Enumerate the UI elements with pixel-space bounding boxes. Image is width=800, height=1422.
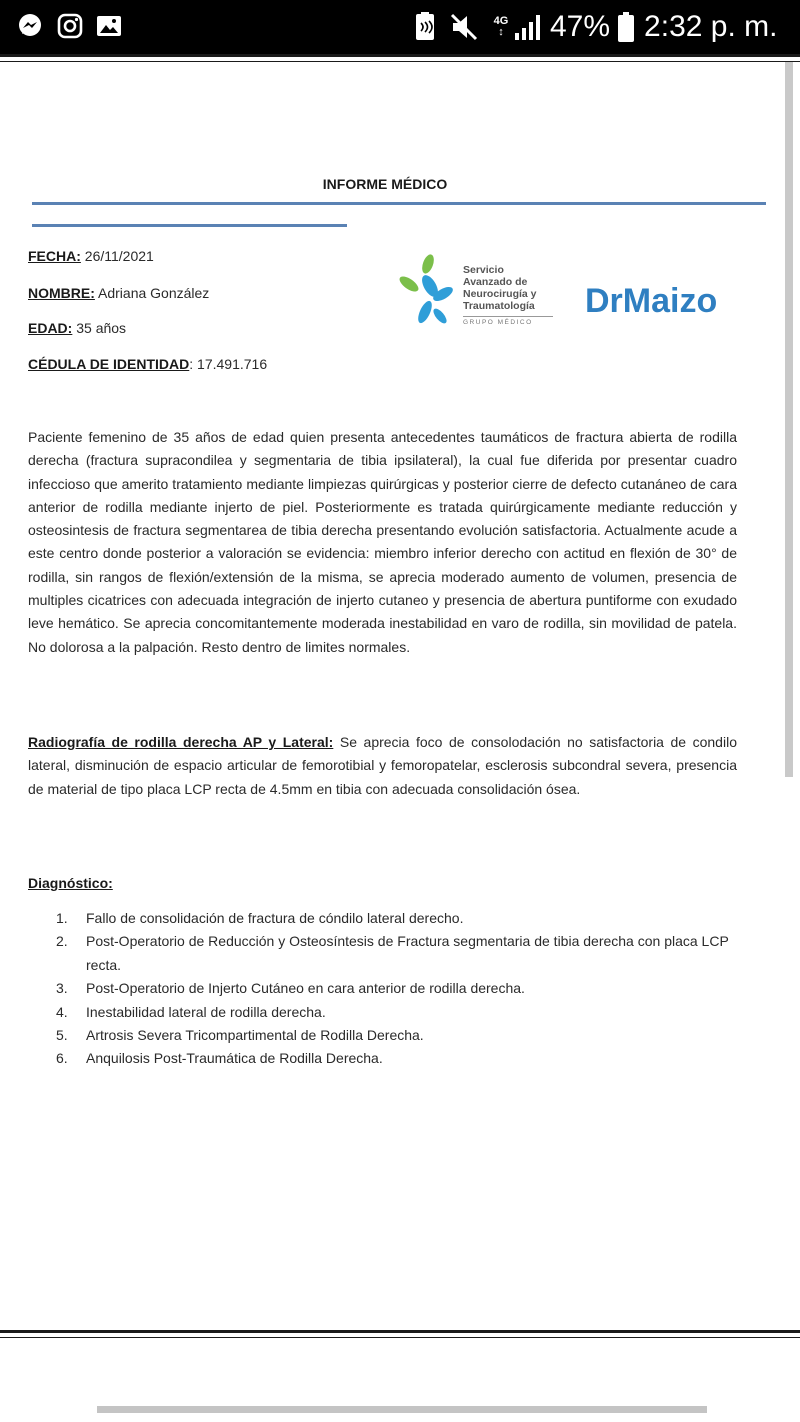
paragraph-radiography [28, 731, 737, 801]
diagnosis-list [56, 907, 746, 1071]
logo-emblem-icon [395, 250, 459, 340]
nfc-icon [412, 12, 438, 42]
page-frame-bottom [0, 1330, 800, 1338]
field-nombre [28, 285, 209, 301]
mute-icon [450, 12, 478, 42]
list-number: 6. [56, 1050, 68, 1067]
field-value: : 17.491.716 [189, 356, 268, 372]
logo-drmaizo-text: DrMaizo [585, 282, 718, 320]
clock: 2:32 p. m. [644, 10, 778, 43]
list-text: Artrosis Severa Tricompartimental de Rodilla Derecha. [86, 1027, 424, 1044]
list-text: Fallo de consolidación de fractura de cóndilo lateral derecho. [86, 910, 464, 926]
field-label: NOMBRE: [28, 285, 95, 301]
list-text: Post-Operatorio de Reducción y Osteosíntesis de Fractura segmentaria de tibia derecha con placa LCP recta. [86, 933, 729, 973]
page-frame-top [0, 54, 800, 62]
field-fecha [28, 248, 154, 264]
list-item [56, 977, 746, 1000]
network-type: 4G [493, 15, 509, 27]
logo-line: Avanzado de [463, 276, 528, 288]
field-value: 35 años [72, 320, 127, 336]
field-value: Adriana González [94, 285, 210, 301]
logo-servicio-avanzado [395, 250, 565, 340]
header-rule-short [32, 224, 347, 227]
field-edad [28, 320, 126, 336]
radiography-text: Se aprecia foco de consolodación no satisfactoria de condilo lateral, disminución de espacio articular de femorotibial y femoropatelar, esclerosis subcondral severa, presencia de material de tipo placa LCP recta de 4.5mm en tibia con adecuada consolidación ósea. [28, 734, 737, 797]
radiography-label: Radiografía de rodilla derecha AP y Lateral: [28, 734, 334, 750]
signal-icon [514, 12, 542, 42]
field-value: 26/11/2021 [80, 248, 154, 264]
gallery-icon [95, 12, 123, 40]
list-number: 1. [56, 910, 68, 926]
logo-text [463, 264, 537, 312]
list-item [56, 1001, 746, 1024]
document-title: INFORME MÉDICO [322, 176, 448, 192]
list-item [56, 930, 746, 977]
vertical-scrollbar[interactable] [785, 62, 793, 777]
diagnosis-title: Diagnóstico: [28, 875, 113, 891]
list-item [56, 907, 746, 930]
logo-line: Traumatología [463, 300, 535, 312]
logo-line: Neurocirugía y [463, 288, 537, 300]
messenger-icon [16, 12, 44, 40]
field-cedula [28, 356, 267, 372]
list-number: 3. [56, 980, 68, 997]
field-label: EDAD: [28, 320, 73, 336]
logo-line: Servicio [463, 264, 504, 276]
horizontal-scrollbar[interactable] [97, 1406, 707, 1413]
list-number: 4. [56, 1003, 68, 1020]
network-4g-icon: 4G ↕ [493, 15, 509, 38]
list-number: 2. [56, 933, 68, 950]
field-label: FECHA: [28, 248, 81, 264]
paragraph-history: Paciente femenino de 35 años de edad quien presenta antecedentes taumáticos de fractura abierta de rodilla derecha (fractura supracondilea y segmentaria de tibia ipsilateral), la cual fue diferida por presentar cuadro infeccioso que amerito tratamiento mediante limpiezas quirúrgicas y posterior cierre de defecto cutanáneo de cara anterior de rodilla mediante injerto de piel. Posteriormente es tratada quirúrgicamente mediante reducción y osteosintesis de fractura segmentarea de tibia derecha presentando evolución satisfactoria. Actualmente acude a este centro donde posterior a valoración se evidencia: miembro inferior derecho con actitud en flexión de 30° de rodilla, sin rangos de flexión/extensión de la misma, se aprecia moderado aumento de volumen, presencia de multiples cicatrices con adecuada integración de injerto cutaneo y presencia de abertura puntiforme con exudado leve hemático. Se aprecia concomitantemente moderada inestabilidad en varo de rodilla, sin movilidad de patela. No dolorosa a la palpación. Resto dentro de limites normales. [28, 429, 737, 655]
list-item [56, 1047, 746, 1070]
status-bar [0, 0, 800, 54]
battery-icon [616, 11, 636, 43]
document-page [0, 62, 785, 1330]
field-label: CÉDULA DE IDENTIDAD [28, 356, 190, 372]
list-text: Post-Operatorio de Injerto Cutáneo en cara anterior de rodilla derecha. [86, 980, 525, 997]
header-rule-long [32, 202, 766, 205]
logo-drmaizo [585, 280, 730, 320]
logo-subtitle: GRUPO MÉDICO [463, 316, 553, 326]
list-text: Anquilosis Post-Traumática de Rodilla Derecha. [86, 1050, 383, 1067]
battery-percentage: 47% [550, 10, 611, 43]
list-item [56, 1024, 746, 1047]
instagram-icon [56, 12, 84, 40]
list-text: Inestabilidad lateral de rodilla derecha. [86, 1003, 326, 1020]
status-right [412, 0, 777, 54]
list-number: 5. [56, 1027, 68, 1044]
